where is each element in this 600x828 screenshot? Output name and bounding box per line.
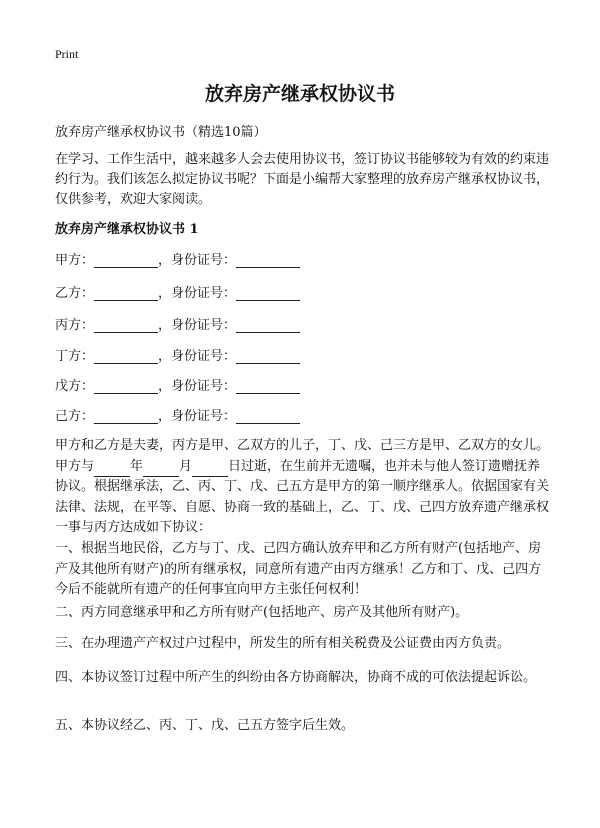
- id-blank: [236, 409, 300, 424]
- day-blank: [192, 463, 228, 477]
- para-text: 甲方和乙方是夫妻，丙方是甲、乙双方的儿子，丁、戊、己三方是甲、乙双方的女儿。甲方与: [55, 438, 550, 474]
- clause-5: 五、本协议经乙、丙、丁、戊、己五方签字后生效。: [55, 718, 355, 733]
- clause-3: 三、在办理遗产产权过户过程中，所发生的所有相关税费及公证费由丙方负责。: [55, 636, 511, 651]
- party-line: [55, 249, 300, 267]
- name-blank: [94, 318, 158, 333]
- id-blank: [236, 286, 300, 301]
- page-title: 放弃房产继承权协议书: [204, 83, 395, 105]
- party-line: [55, 314, 300, 332]
- id-blank: [236, 253, 300, 268]
- subtitle: 放弃房产继承权协议书（精选10篇）: [55, 125, 267, 140]
- para-text: 日过逝，在生前并无遗嘱，也并未与他人签订遗赠抚养协议。根据继承法，乙、丙、丁、戊、己五方是甲方的第一顺序继承人。依据国家有关法律、法规，在平等、自愿、协商一致的基础上，乙、丁、戊、己四方放弃遗产继承权一事与丙方达成如下协议：: [55, 458, 550, 535]
- month-label: 月: [179, 458, 193, 474]
- id-label: ，身份证号：: [158, 349, 237, 364]
- party-label: 甲方：: [55, 253, 95, 268]
- clause-2: 二、丙方同意继承甲和乙方所有财产(包括地产、房产及其他所有财产)。: [55, 605, 469, 620]
- name-blank: [94, 349, 158, 364]
- party-line: [55, 405, 300, 423]
- clause-4: 四、本协议签订过程中所产生的纠纷由各方协商解决，协商不成的可依法提起诉讼。: [55, 670, 537, 685]
- section-heading: 放弃房产继承权协议书 1: [55, 222, 199, 237]
- year-label: 年: [130, 458, 144, 474]
- id-label: ，身份证号：: [158, 379, 237, 394]
- id-label: ，身份证号：: [158, 253, 237, 268]
- id-label: ，身份证号：: [158, 286, 237, 301]
- name-blank: [94, 379, 158, 394]
- name-blank: [94, 286, 158, 301]
- year-blank: [94, 463, 130, 477]
- id-label: ，身份证号：: [158, 409, 237, 424]
- print-label[interactable]: Print: [55, 47, 79, 61]
- party-label: 己方：: [55, 409, 95, 424]
- id-label: ，身份证号：: [158, 318, 237, 333]
- party-label: 戊方：: [55, 379, 95, 394]
- party-label: 丁方：: [55, 349, 95, 364]
- agreement-paragraph: [55, 436, 553, 539]
- party-label: 乙方：: [55, 286, 95, 301]
- month-blank: [143, 463, 179, 477]
- name-blank: [94, 253, 158, 268]
- id-blank: [236, 318, 300, 333]
- party-line: [55, 345, 300, 363]
- id-blank: [236, 379, 300, 394]
- party-line: [55, 282, 300, 300]
- party-label: 丙方：: [55, 318, 95, 333]
- id-blank: [236, 349, 300, 364]
- party-line: [55, 375, 300, 393]
- intro-paragraph: 在学习、工作生活中，越来越多人会去使用协议书，签订协议书能够较为有效的约束违约行为。我们该怎么拟定协议书呢？下面是小编帮大家整理的放弃房产继承权协议书，仅供参考，欢迎大家阅读。: [55, 152, 550, 207]
- name-blank: [94, 409, 158, 424]
- clause-1: 一、根据当地民俗，乙方与丁、戊、己四方确认放弃甲和乙方所有财产(包括地产、房产及其他所有财产)的所有继承权，同意所有遗产由丙方继承！乙方和丁、戊、己四方今后不能就所有遗产的任何事宜向甲方主张任何权利！: [55, 541, 542, 597]
